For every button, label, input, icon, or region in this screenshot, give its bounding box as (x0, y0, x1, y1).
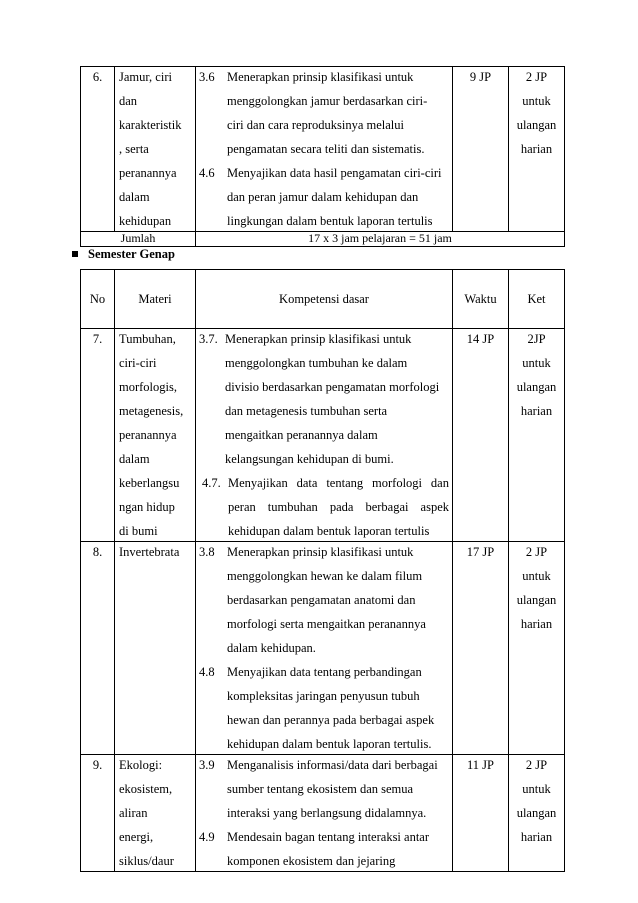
ket-cell: 2 JP untuk ulangan harian (509, 67, 565, 232)
table-row (81, 755, 565, 872)
semester-heading: Semester Genap (72, 247, 175, 262)
header-no: No (81, 270, 115, 329)
jumlah-label: Jumlah (81, 232, 196, 247)
waktu-cell: 9 JP (453, 67, 509, 232)
waktu-cell: 17 JP (453, 542, 509, 755)
table-semester-ganjil (80, 66, 565, 247)
kd-number: 3.7. (199, 332, 218, 346)
header-kompetensi: Kompetensi dasar (196, 270, 453, 329)
kompetensi-cell: 3.7. Menerapkan prinsip klasifikasi untuk menggolongkan tumbuhan ke dalam divisio berdasarkan pengamatan morfologi dan metagenesis tumbuhan serta mengaitkan peranannya dalam kelangsungan kehidupan di bumi. 4.7. Menyajikan data tentang morfologi dan peran tumbuhan pada berbagai aspek kehidupan dalam bentuk laporan tertulis (196, 329, 453, 542)
materi-cell: Ekologi: ekosistem, aliran energi, siklus/daur (115, 755, 196, 872)
kd-number: 3.8 (199, 545, 215, 559)
row-number: 9. (81, 755, 115, 872)
jumlah-value: 17 x 3 jam pelajaran = 51 jam (196, 232, 565, 247)
waktu-cell: 11 JP (453, 755, 509, 872)
kd-number: 3.6 (199, 70, 215, 84)
waktu-cell: 14 JP (453, 329, 509, 542)
kd-number: 4.6 (199, 166, 215, 180)
ket-cell: 2 JP untuk ulangan harian (509, 542, 565, 755)
ket-cell: 2 JP untuk ulangan harian (509, 755, 565, 872)
table-header-row (81, 270, 565, 329)
kd-number: 4.7. (202, 476, 221, 490)
materi-cell: Invertebrata (115, 542, 196, 755)
kompetensi-cell: 3.6 Menerapkan prinsip klasifikasi untuk menggolongkan jamur berdasarkan ciri- ciri dan cara reproduksinya melalui pengamatan secara teliti dan sistematis. 4.6 Menyajikan data hasil pengamatan ciri-ciri dan peran jamur dalam kehidupan dan lingkungan dalam bentuk laporan tertulis (196, 67, 453, 232)
row-number: 7. (81, 329, 115, 542)
row-number: 6. (81, 67, 115, 232)
materi-cell: Jamur, ciri dan karakteristik , serta peranannya dalam kehidupan (115, 67, 196, 232)
table-semester-genap (80, 269, 565, 872)
kompetensi-cell: 3.9 Menganalisis informasi/data dari berbagai sumber tentang ekosistem dan semua interaksi yang berlangsung didalamnya. 4.9 Mendesain bagan tentang interaksi antar komponen ekosistem dan jejaring (196, 755, 453, 872)
materi-cell: Tumbuhan, ciri-ciri morfologis, metagenesis, peranannya dalam keberlangsu ngan hidup di bumi (115, 329, 196, 542)
table-row (81, 329, 565, 542)
kd-number: 4.8 (199, 665, 215, 679)
kompetensi-cell: 3.8 Menerapkan prinsip klasifikasi untuk menggolongkan hewan ke dalam filum berdasarkan pengamatan anatomi dan morfologi serta mengaitkan peranannya dalam kehidupan. 4.8 Menyajikan data tentang perbandingan kompleksitas jaringan penyusun tubuh hewan dan perannya pada berbagai aspek kehidupan dalam bentuk laporan tertulis. (196, 542, 453, 755)
header-materi: Materi (115, 270, 196, 329)
table-row (81, 67, 565, 232)
header-ket: Ket (509, 270, 565, 329)
table-row (81, 542, 565, 755)
jumlah-row (81, 232, 565, 247)
kd-number: 4.9 (199, 830, 215, 844)
kd-number: 3.9 (199, 758, 215, 772)
header-waktu: Waktu (453, 270, 509, 329)
square-bullet-icon (72, 251, 78, 257)
row-number: 8. (81, 542, 115, 755)
ket-cell: 2JP untuk ulangan harian (509, 329, 565, 542)
